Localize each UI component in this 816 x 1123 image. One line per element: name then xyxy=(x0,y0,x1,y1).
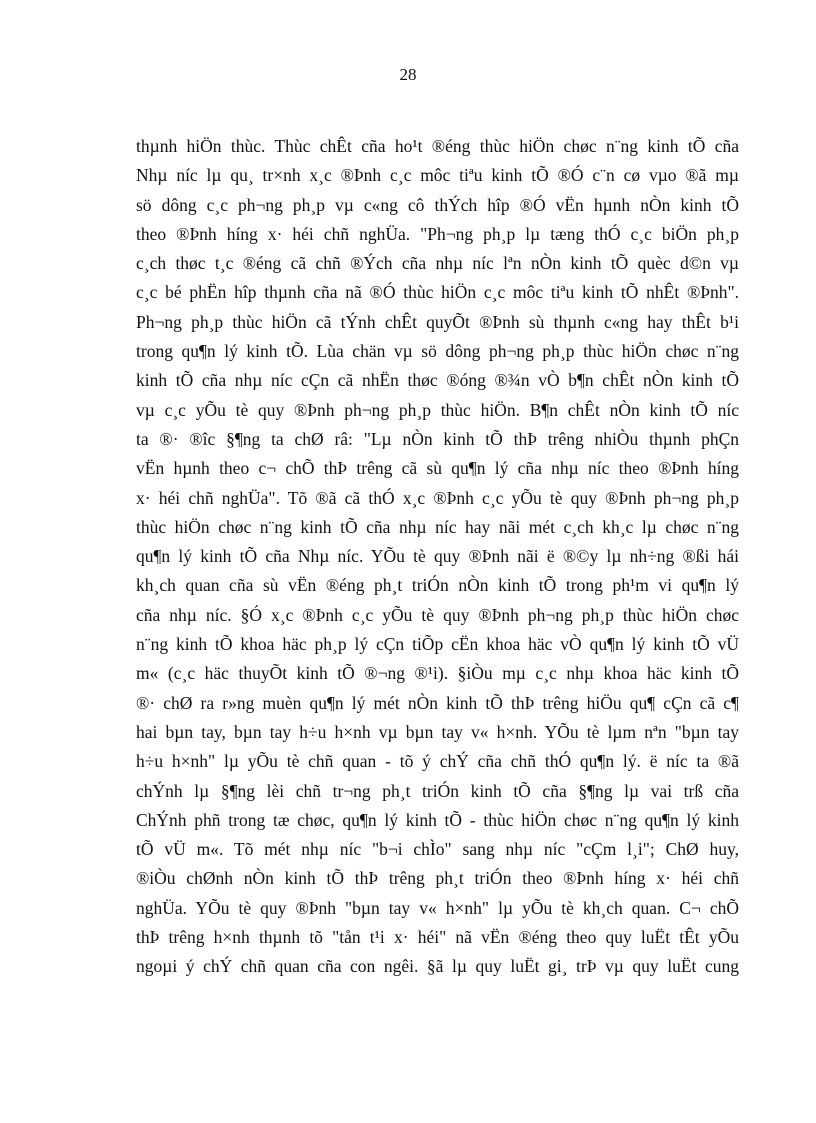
text-line: kh¸ch quan cña sù vËn ®éng ph¸t triÓn nÒn kinh tÕ trong ph¹m vi qu¶n lý xyxy=(136,575,739,596)
text-line: trong qu¶n lý kinh tÕ. Lùa chän vµ sö dông ph¬ng ph¸p thùc hiÖn chøc n¨ng xyxy=(136,341,739,362)
text-line: chÝnh lµ §¶ng lèi chñ tr¬ng ph¸t triÓn kinh tÕ cña §¶ng lµ vai trß cña xyxy=(136,780,739,801)
text-line: thµnh hiÖn thùc. Thùc chÊt cña ho¹t ®éng thùc hiÖn chøc n¨ng kinh tÕ cña xyxy=(136,136,739,156)
text-line: thùc hiÖn chøc n¨ng kinh tÕ cña nhµ níc hay nãi mét c¸ch kh¸c lµ chøc n¨ng xyxy=(136,516,739,537)
text-line: thÞ trêng h×nh thµnh tõ "tån t¹i x· héi" nã vËn ®éng theo quy luËt tÊt yÕu xyxy=(136,927,739,948)
text-line: tÕ vÜ m«. Tõ mét nhµ níc "b¬i chÌo" sang nhµ níc "cÇm l¸i"; ChØ huy, xyxy=(136,839,739,860)
text-line: ChÝnh phñ trong tæ chøc, qu¶n lý kinh tÕ - thùc hiÖn chøc n¨ng qu¶n lý kinh xyxy=(136,809,739,830)
text-line: h÷u h×nh" lµ yÕu tè chñ quan - tõ ý chÝ cña chñ thÓ qu¶n lý. ë níc ta ®ã xyxy=(136,751,739,772)
text-line: Ph¬ng ph¸p thùc hiÖn cã tÝnh chÊt quyÕt ®Þnh sù thµnh c«ng hay thÊt b¹i xyxy=(136,311,739,332)
text-line: c¸c bé phËn hîp thµnh cña nã ®Ó thùc hiÖn c¸c môc tiªu kinh tÕ nhÊt ®Þnh". xyxy=(136,282,739,303)
text-line: n¨ng kinh tÕ khoa häc ph¸p lý cÇn tiÕp cËn khoa häc vÒ qu¶n lý kinh tÕ vÜ xyxy=(136,634,739,655)
text-line: x· héi chñ nghÜa". Tõ ®ã cã thÓ x¸c ®Þnh c¸c yÕu tè quy ®Þnh ph¬ng ph¸p xyxy=(136,487,739,508)
page-number: 28 xyxy=(399,65,417,84)
text-line: ngoµi ý chÝ chñ quan cña con ngêi. §ã lµ quy luËt gi¸ trÞ vµ quy luËt cung xyxy=(136,956,739,977)
text-line: sö dông c¸c ph¬ng ph¸p vµ c«ng cô thÝch hîp ®Ó vËn hµnh nÒn kinh tÕ xyxy=(136,194,739,215)
text-line: ta ®· ®îc §¶ng ta chØ râ: "Lµ nÒn kinh tÕ thÞ trêng nhiÒu thµnh phÇn xyxy=(136,428,739,449)
text-line: hai bµn tay, bµn tay h÷u h×nh vµ bµn tay v« h×nh. YÕu tè lµm nªn "bµn tay xyxy=(136,721,739,742)
text-line: c¸ch thøc t¸c ®éng cã chñ ®Ých cña nhµ níc lªn nÒn kinh tÕ quèc d©n vµ xyxy=(136,253,739,274)
text-line: ®· chØ ra r»ng muèn qu¶n lý mét nÒn kinh tÕ thÞ trêng hiÖu qu¶ cÇn cã c¶ xyxy=(136,692,739,713)
text-line: m« (c¸c häc thuyÕt kinh tÕ ®¬ng ®¹i). §iÒu mµ c¸c nhµ khoa häc kinh tÕ xyxy=(136,663,739,684)
text-line: nghÜa. YÕu tè quy ®Þnh "bµn tay v« h×nh" lµ yÕu tè kh¸ch quan. C¬ chÕ xyxy=(136,897,739,918)
text-line: qu¶n lý kinh tÕ cña Nhµ níc. YÕu tè quy ®Þnh nãi ë ®©y lµ nh÷ng ®ßi hái xyxy=(136,546,739,567)
text-line: theo ®Þnh híng x· héi chñ nghÜa. "Ph¬ng ph¸p lµ tæng thÓ c¸c biÖn ph¸p xyxy=(136,223,739,244)
body-paragraph xyxy=(136,132,739,982)
text-line: cña nhµ níc. §Ó x¸c ®Þnh c¸c yÕu tè quy ®Þnh ph¬ng ph¸p thùc hiÖn chøc xyxy=(136,604,739,625)
text-line: ®iÒu chØnh nÒn kinh tÕ thÞ trêng ph¸t triÓn theo ®Þnh híng x· héi chñ xyxy=(136,868,739,889)
text-line: kinh tÕ cña nhµ níc cÇn cã nhËn thøc ®óng ®¾n vÒ b¶n chÊt nÒn kinh tÕ xyxy=(136,370,739,391)
text-line: vµ c¸c yÕu tè quy ®Þnh ph¬ng ph¸p thùc hiÖn. B¶n chÊt nÒn kinh tÕ níc xyxy=(136,399,739,420)
text-line: vËn hµnh theo c¬ chÕ thÞ trêng cã sù qu¶n lý cña nhµ níc theo ®Þnh híng xyxy=(136,458,739,479)
text-line: Nhµ níc lµ qu¸ tr×nh x¸c ®Þnh c¸c môc tiªu kinh tÕ ®Ó c¨n cø vµo ®ã mµ xyxy=(136,165,739,186)
